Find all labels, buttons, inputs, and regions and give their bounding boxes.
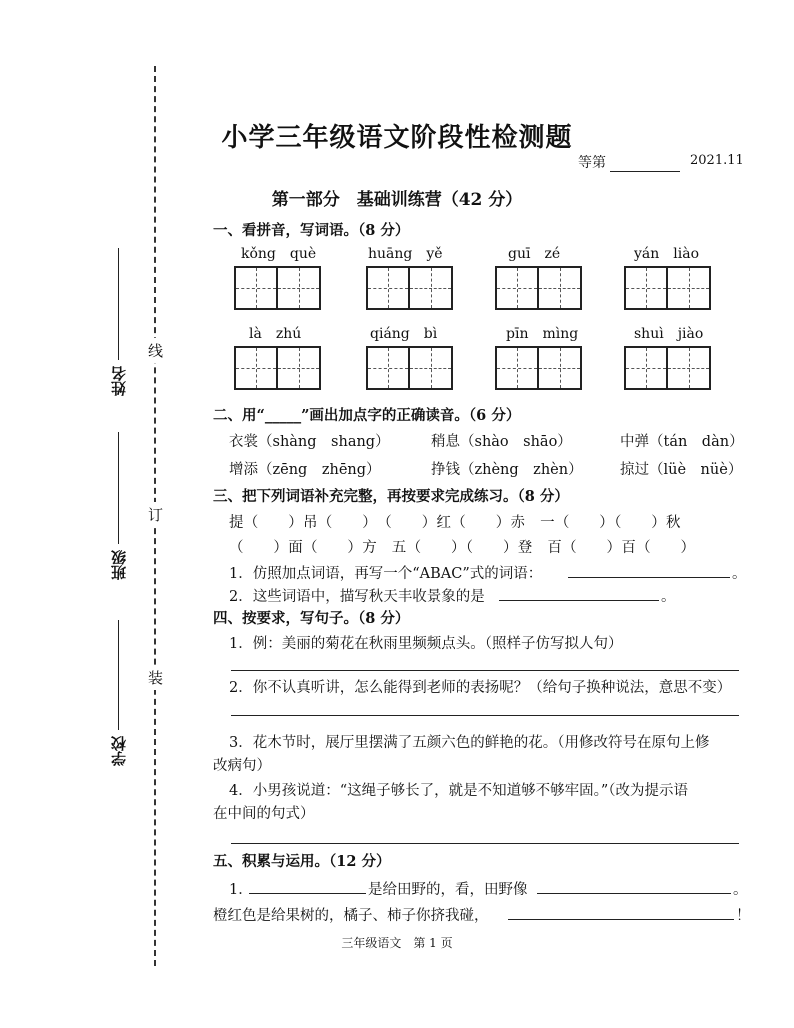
pinyin-7: pīn mìng: [506, 326, 579, 342]
q4-s1: 1．例：美丽的菊花在秋雨里频频点头。（照样子仿写拟人句）: [229, 636, 623, 652]
write-box[interactable]: [234, 346, 278, 390]
q5-l1-text: 是给田野的，看，田野像: [368, 882, 528, 898]
write-box[interactable]: [668, 266, 711, 310]
answer-line[interactable]: [568, 577, 730, 578]
write-box[interactable]: [668, 346, 711, 390]
answer-line[interactable]: [508, 919, 734, 920]
write-box[interactable]: [278, 346, 321, 390]
write-box[interactable]: [495, 346, 539, 390]
q5-l1-end: 。: [733, 882, 748, 898]
q5-l1-num: 1．: [229, 882, 253, 898]
q4-s3b: 改病句）: [213, 758, 271, 774]
school-field[interactable]: [118, 620, 119, 730]
q3-sub1-end: 。: [732, 566, 747, 582]
q3-sub2: 2．这些词语中，描写秋天丰收景象的是: [229, 589, 485, 605]
write-box[interactable]: [410, 346, 453, 390]
write-box[interactable]: [410, 266, 453, 310]
pinyin-1: kǒng què: [241, 246, 317, 262]
q3-heading: 三、把下列词语补充完整，再按要求完成练习。（8 分）: [213, 488, 569, 505]
write-box[interactable]: [366, 266, 410, 310]
write-box[interactable]: [366, 346, 410, 390]
answer-line[interactable]: [537, 893, 731, 894]
q2-item: 掠过（lüè nüè）: [620, 462, 743, 478]
grade-label: 等第: [578, 155, 606, 171]
write-box[interactable]: [539, 346, 582, 390]
pinyin-3: guī zé: [508, 246, 561, 262]
answer-line[interactable]: [499, 600, 659, 601]
part1-heading: 第一部分 基础训练营（42 分）: [271, 190, 523, 210]
answer-line[interactable]: [231, 843, 739, 844]
q1-heading: 一、看拼音，写词语。（8 分）: [213, 222, 410, 239]
write-box[interactable]: [624, 266, 668, 310]
q2-heading: 二、用“_____”画出加点字的正确读音。（6 分）: [213, 407, 521, 424]
q2-item: 稍息（shào shāo）: [431, 434, 572, 450]
pinyin-6: qiáng bì: [370, 326, 438, 342]
q4-s4b: 在中间的句式）: [213, 806, 315, 822]
exam-date: 2021.11: [690, 153, 744, 168]
q4-s3a: 3．花木节时，展厅里摆满了五颜六色的鲜艳的花。（用修改符号在原句上修: [229, 735, 710, 751]
name-field[interactable]: [118, 248, 119, 360]
write-box[interactable]: [624, 346, 668, 390]
pinyin-2: huāng yě: [368, 246, 443, 262]
q4-heading: 四、按要求，写句子。（8 分）: [213, 610, 410, 627]
write-box[interactable]: [278, 266, 321, 310]
page-footer: 三年级语文 第 1 页: [341, 936, 453, 950]
q2-item: 衣裳（shàng shang）: [229, 434, 390, 450]
answer-line[interactable]: [231, 670, 739, 671]
grade-field[interactable]: [610, 159, 680, 172]
write-box[interactable]: [539, 266, 582, 310]
pinyin-4: yán liào: [634, 246, 700, 262]
binding-mark-line: 线: [148, 338, 163, 363]
write-box[interactable]: [495, 266, 539, 310]
q2-item: 中弹（tán dàn）: [620, 434, 744, 450]
pinyin-5: là zhú: [249, 326, 302, 342]
answer-line[interactable]: [249, 893, 366, 894]
page-title: 小学三年级语文阶段性检测题: [221, 123, 573, 153]
answer-line[interactable]: [231, 715, 739, 716]
q3-row2: （ ）面（ ）方 五（ ）（ ）登 百（ ）百（ ）: [229, 540, 696, 556]
binding-mark-bind: 装: [148, 665, 163, 690]
q2-item: 增添（zēng zhēng）: [229, 462, 381, 478]
q4-s2: 2．你不认真听讲，怎么能得到老师的表扬呢？（给句子换种说法，意思不变）: [229, 680, 732, 696]
binding-mark-staple: 订: [148, 502, 163, 527]
q3-row1: 提（ ）吊（ ） （ ）红（ ）赤 一（ ）（ ）秋: [229, 515, 681, 531]
class-field[interactable]: [118, 432, 119, 544]
school-label: 学校: [110, 736, 128, 766]
q5-l2-end: ！: [736, 908, 751, 924]
pinyin-8: shuì jiào: [634, 326, 704, 342]
q3-sub1: 1．仿照加点词语，再写一个“ABAC”式的词语：: [229, 566, 543, 582]
q4-s4a: 4．小男孩说道：“这绳子够长了，就是不知道够不够牢固。”（改为提示语: [229, 783, 689, 799]
write-box[interactable]: [234, 266, 278, 310]
q3-sub2-end: 。: [661, 589, 676, 605]
class-label: 班级: [110, 550, 128, 580]
grade-row: [578, 152, 684, 172]
q2-item: 挣钱（zhèng zhèn）: [431, 462, 583, 478]
q5-heading: 五、积累与运用。（12 分）: [213, 853, 391, 870]
q5-l2: 橙红色是给果树的，橘子、柿子你挤我碰，: [213, 908, 489, 924]
name-label: 姓名: [110, 366, 128, 396]
